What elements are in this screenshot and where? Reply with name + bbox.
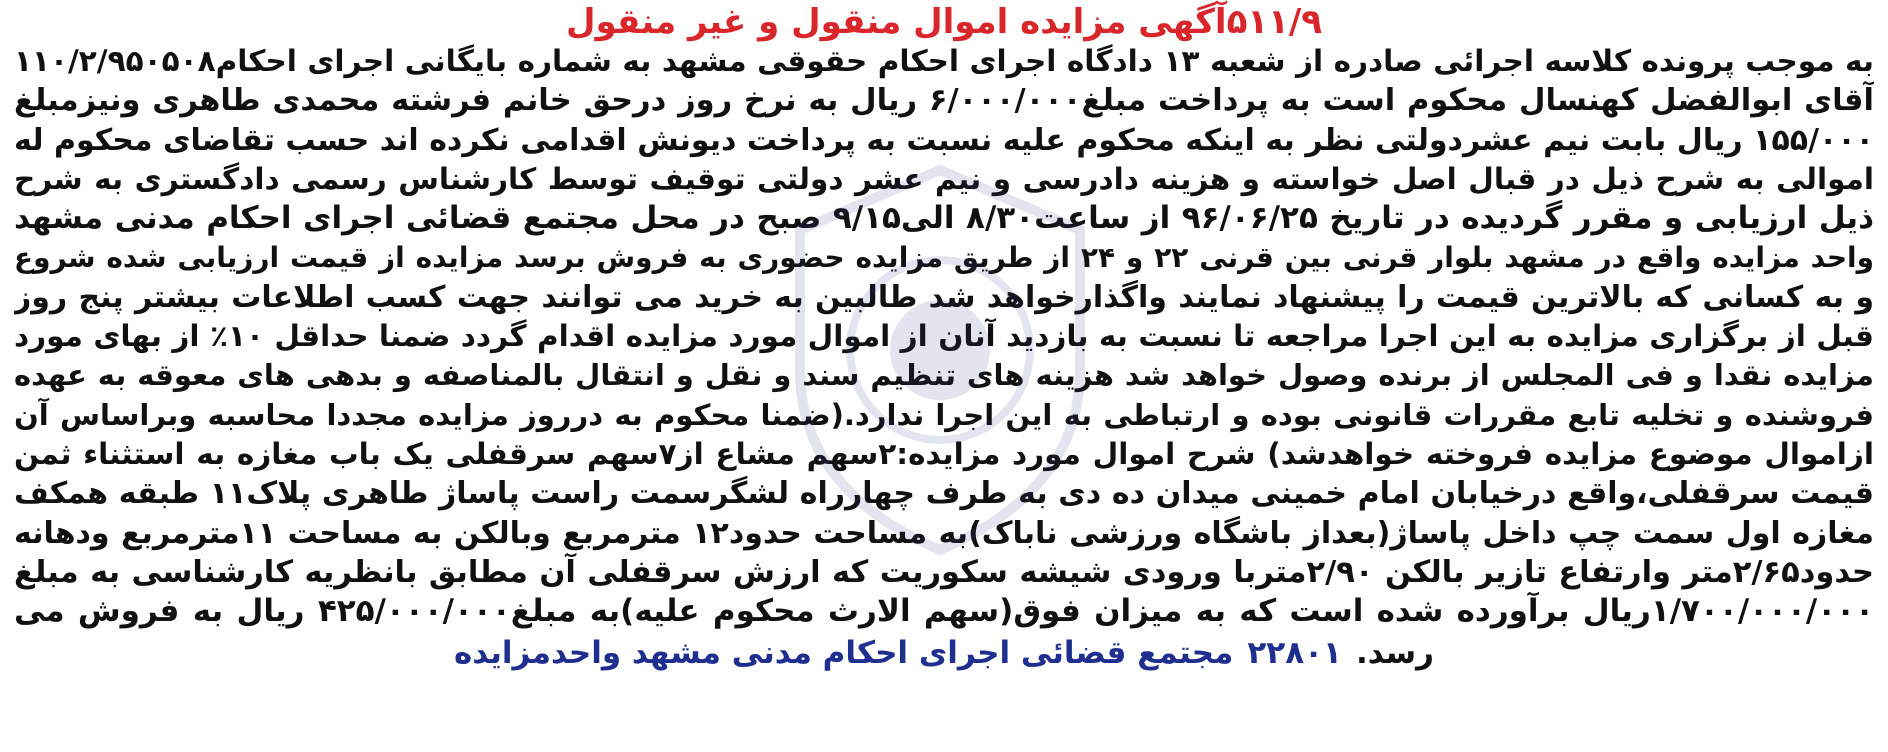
notice-line: حدود۲/۶۵متر وارتفاع تازیر بالکن ۲/۹۰متربا ورودی شیشه سکوریت که ارزش سرقفلی آن مطابق بانظریه کارشناسی به مبلغ xyxy=(14,554,1874,590)
notice-line: به موجب پرونده کلاسه اجرائی صادره از شعبه ۱۳ دادگاه اجرای احکام حقوقی مشهد به شماره بایگانی اجرای احکام۱۱۰/۲/۹۵۰۵۰۸ xyxy=(14,44,1874,78)
notice-line: و به کسانی که بالاترین قیمت را پیشنهاد نمایند واگذارخواهد شد طالبین به خرید می توانند جهت کسب اطلاعات بیشتر پنج روز xyxy=(14,279,1874,315)
notice-title: ۵۱۱/۹آگهی مزایده اموال منقول و غیر منقول xyxy=(565,2,1323,42)
footer-lead: رسد. xyxy=(1355,635,1434,672)
issuing-office: مجتمع قضائی اجرای احکام مدنی مشهد واحدمزایده xyxy=(454,635,1234,672)
notice-body xyxy=(14,42,1874,631)
notice-line: اموالی به شرح ذیل در قبال اصل خواسته و هزینه دادرسی و نیم عشر دولتی توقیف توسط کارشناس رسمی دادگستری به شرح xyxy=(14,161,1874,196)
notice-line: قیمت سرقفلی،واقع درخیابان امام خمینی میدان ده دی به طرف چهارراه لشگرسمت راست پاساژ طاهری پلاک۱۱ طبقه همکف xyxy=(14,476,1874,512)
notice-line: فروشنده و تخلیه تابع مقررات قانونی بوده و ارتباطی به این اجرا ندارد.(ضمنا محکوم به درروز مزایده مجددا محاسبه وبراساس آن xyxy=(14,397,1874,432)
notice-line: مزایده نقدا و فی المجلس از برنده وصول خواهد شد هزینه های تنظیم سند و نقل و انتقال بالمناصفه و بدهی های معوقه به عهده xyxy=(14,358,1874,393)
notice-line: ذیل ارزیابی و مقرر گردیده در تاریخ ۹۶/۰۶/۲۵ از ساعت۸/۳۰ الی۹/۱۵ صبح در محل مجتمع قضائی اجرای احکام مدنی مشهد xyxy=(14,200,1874,237)
notice-code: ۲۲۸۰۱ xyxy=(1247,635,1342,672)
notice-footer xyxy=(14,633,1874,673)
notice-line: مغازه اول سمت چپ داخل پاساژ(بعداز باشگاه ورزشی ناباک)به مساحت حدود۱۲ مترمربع وبالکن به مساحت ۱۱مترمربع ودهانه xyxy=(14,515,1874,551)
notice-line: ۱۵۵/۰۰۰ ریال بابت نیم عشردولتی نظر به اینکه محکوم علیه نسبت به پرداخت دیونش اقدامی نکرده اند حسب تقاضای محکوم له xyxy=(14,122,1874,158)
notice-line: ۱/۷۰۰/۰۰۰/۰۰۰ریال برآورده شده است که به میزان فوق(سهم الارث محکوم علیه)به مبلغ۴۲۵/۰۰۰/۰۰۰ ریال به فروش می xyxy=(14,593,1874,630)
notice-line: واحد مزایده واقع در مشهد بلوار قرنی بین قرنی ۲۲ و ۲۴ از طریق مزایده حضوری به فروش برسد مزایده از قیمت ارزیابی شده شروع xyxy=(14,241,1874,275)
notice-line: ازاموال موضوع مزایده فروخته خواهدشد) شرح اموال مورد مزایده:۲سهم مشاع از۷سهم سرقفلی یک باب مغازه به استثناء ثمن xyxy=(14,436,1874,471)
notice-line: قبل از برگزاری مزایده به این اجرا مراجعه تا نسبت به بازدید آنان از اموال مورد مزایده اقدام گردد ضمنا حداقل ۱۰٪ از بهای مورد xyxy=(14,319,1874,354)
notice-line: آقای ابوالفضل کهنسال محکوم است به پرداخت مبلغ۶/۰۰۰/۰۰۰ ریال به نرخ روز درحق خانم فرشته محمدی طاهری ونیزمبلغ xyxy=(14,83,1874,119)
